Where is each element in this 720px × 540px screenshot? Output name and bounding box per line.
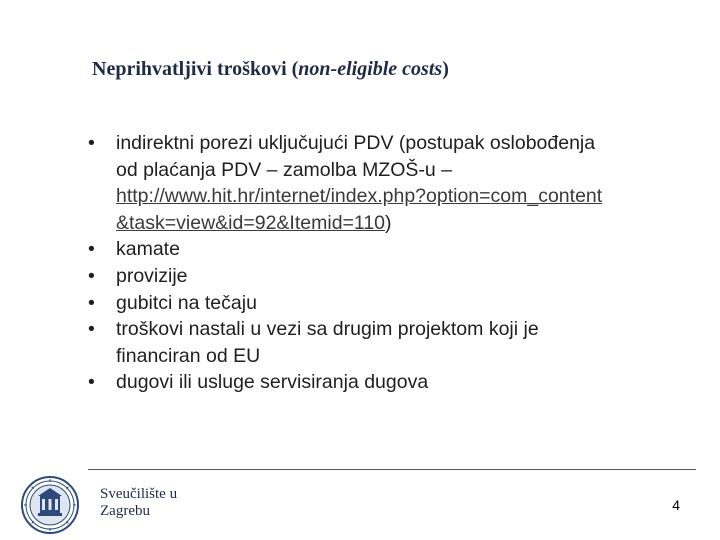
list-item-text: kamate	[116, 238, 180, 261]
bullet-dot: •	[88, 238, 95, 261]
list-item	[88, 130, 718, 236]
list-item	[88, 263, 718, 290]
list-item-text: troškovi nastali u vezi sa drugim projektom koji je	[116, 318, 539, 341]
list-item-text: indirektni porezi uključujući PDV (postupak oslobođenja	[116, 132, 596, 154]
bullet-dot: •	[88, 132, 95, 154]
bullet-dot: •	[88, 318, 95, 341]
list-item-text: )	[385, 211, 392, 234]
list-item	[88, 316, 718, 369]
bullet-dot: •	[88, 371, 95, 394]
list-item-text: gubitci na tečaju	[116, 291, 257, 314]
list-item	[88, 369, 718, 396]
list-item-text: dugovi ili usluge servisiranja dugova	[116, 371, 429, 394]
logo-line: Zagrebu	[100, 503, 150, 519]
page-number: 4	[672, 497, 680, 513]
slide-title	[92, 58, 449, 81]
list-item-text: od plaćanja PDV – zamolba MZOŠ-u –	[116, 158, 452, 181]
title-suffix: )	[442, 58, 449, 80]
bullet-dot: •	[88, 264, 95, 287]
university-logo-text	[100, 486, 177, 520]
bullet-list	[88, 130, 718, 396]
list-item	[88, 290, 718, 317]
logo-line: Sveučilište u	[100, 486, 178, 502]
bullet-dot: •	[88, 291, 95, 314]
title-italic-text: non-eligible costs	[298, 58, 443, 80]
hit-link-continued[interactable]: &task=view&id=92&Itemid=110	[116, 211, 386, 234]
university-seal-icon	[20, 475, 80, 535]
footer-divider	[88, 469, 696, 470]
list-item	[88, 236, 718, 263]
list-item-text: financiran od EU	[116, 344, 261, 367]
list-item-text: provizije	[116, 264, 188, 287]
title-text: Neprihvatljivi troškovi (	[92, 58, 299, 80]
hit-link[interactable]: http://www.hit.hr/internet/index.php?option=com_content	[116, 185, 603, 208]
